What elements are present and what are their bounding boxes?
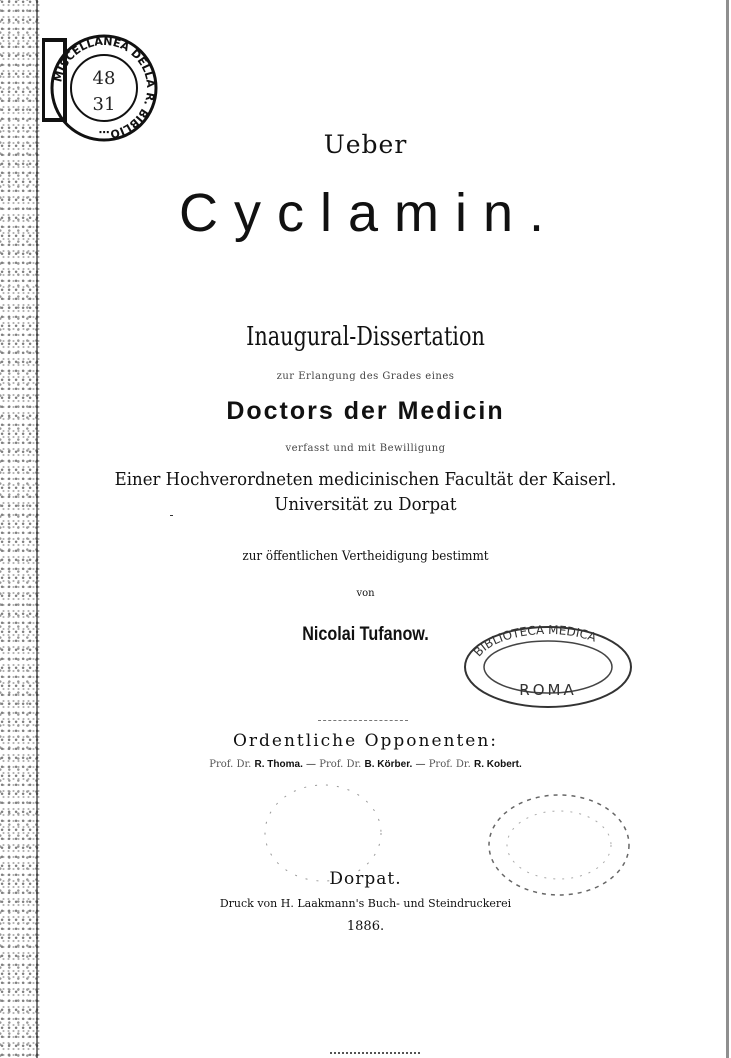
faculty-line-2: Universität zu Dorpat — [274, 494, 457, 515]
book-title: Cyclamin. — [178, 183, 561, 243]
ueber-line: Ueber — [323, 130, 408, 159]
defence-line: zur öffentlichen Vertheidigung bestimmt — [242, 549, 489, 564]
svg-text:31: 31 — [92, 94, 116, 115]
library-stamp — [42, 26, 162, 146]
imprint-printer: Druck von H. Laakmann's Buch- und Steindruckerei — [219, 897, 512, 910]
opponent-3: Prof. Dr. R. Kobert. — [428, 759, 522, 770]
opponents-title: Ordentliche Opponenten: — [232, 731, 499, 751]
degree-line: Doctors der Medicin — [226, 397, 505, 425]
svg-text:BIBLIOTECA MEDICA: BIBLIOTECA MEDICA — [470, 624, 599, 660]
dissertation-type: Inaugural-Dissertation — [246, 322, 485, 352]
opponent-2: Prof. Dr. B. Körber. — [319, 759, 413, 770]
by-line: von — [356, 588, 375, 599]
opponents-list: Prof. Dr. R. Thoma. — Prof. Dr. B. Körber. — Prof. Dr. R. Kobert. — [209, 759, 522, 770]
oval-library-stamp — [462, 624, 634, 710]
purpose-line: zur Erlangung des Grades eines — [276, 371, 455, 382]
opponent-1: Prof. Dr. R. Thoma. — [209, 759, 303, 770]
svg-text:48: 48 — [92, 68, 116, 89]
ink-mark — [170, 515, 173, 516]
svg-text:MISCELLANEA DELLA R. BIBLIO…: MISCELLANEA DELLA R. BIBLIO… — [51, 34, 158, 142]
imprint-place: Dorpat. — [329, 869, 402, 889]
divider — [318, 720, 408, 721]
svg-text:ROMA: ROMA — [519, 681, 577, 699]
faculty-line-1: Einer Hochverordneten medicinischen Facultät der Kaiserl. — [114, 469, 617, 490]
authorized-line: verfasst und mit Bewilligung — [285, 443, 446, 454]
author-name: Nicolai Tufanow. — [302, 624, 429, 645]
bottom-edge-marks — [330, 1052, 420, 1054]
imprint-year: 1886. — [346, 919, 385, 934]
